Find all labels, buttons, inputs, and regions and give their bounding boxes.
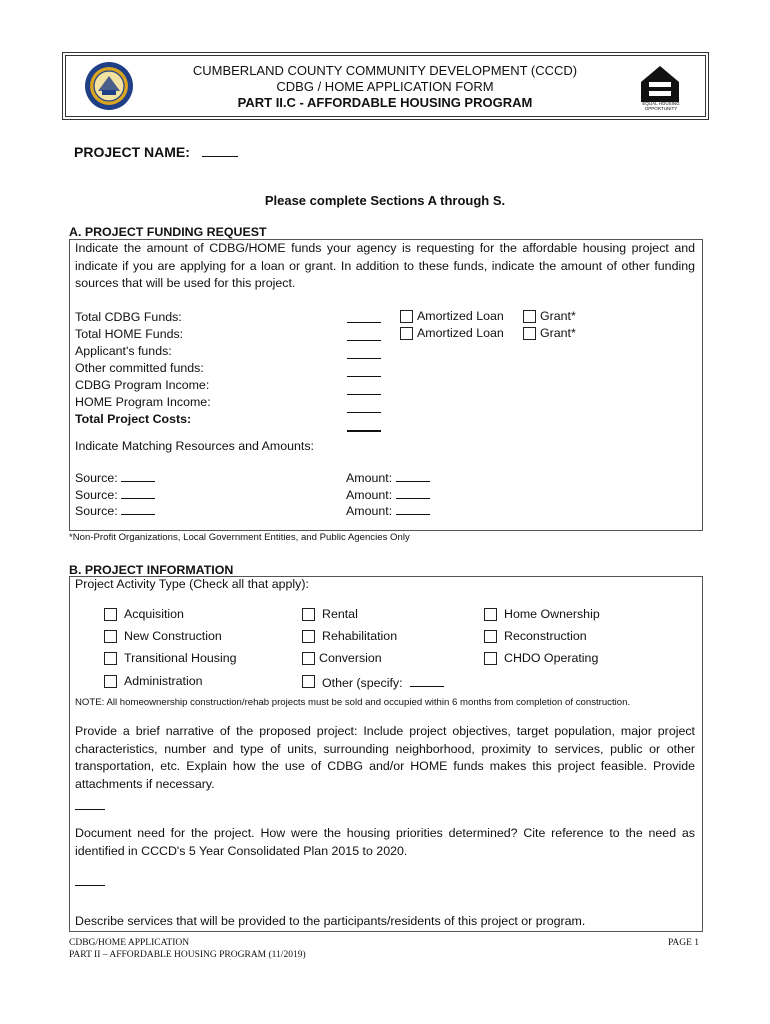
narrative-prompt: Provide a brief narrative of the proposed project: Include project objectives, target population, major project characteristics, number and type of units, surrounding neighborhood, proximity to services, public or other transportation, etc. Explain how the use of CDBG and/or HOME funds makes this project feasible. Provide attachments if necessary. <box>75 724 695 791</box>
rehabilitation-checkbox[interactable] <box>302 630 315 643</box>
other-label: Other (specify: <box>322 676 403 690</box>
home-loan-label: Amortized Loan <box>417 326 504 340</box>
activity-type-label: Project Activity Type (Check all that apply): <box>75 577 309 591</box>
fund-amount-cdbg[interactable] <box>347 309 381 323</box>
fund-amount-applicant[interactable] <box>347 345 381 359</box>
amount-label: Amount: <box>346 471 393 485</box>
project-name-label: PROJECT NAME: <box>74 144 190 160</box>
source-field-1[interactable] <box>121 469 155 482</box>
source-label: Source: <box>75 487 118 502</box>
section-a-intro: Indicate the amount of CDBG/HOME funds your agency is requesting for the affordable housing project and indicate if you are applying for a loan or grant. In addition to these funds, indicate the amount of other funding sources that will be used for this project. <box>75 241 695 290</box>
services-prompt: Describe services that will be provided to the participants/residents of this project or program. <box>75 914 586 928</box>
amount-row-3 <box>346 502 430 519</box>
amount-field-2[interactable] <box>396 486 430 499</box>
fund-amount-total[interactable] <box>347 417 381 432</box>
home-grant-label: Grant* <box>540 326 576 340</box>
amount-row-1 <box>346 469 430 486</box>
narrative-answer-field[interactable] <box>75 797 105 815</box>
need-answer-field[interactable] <box>75 873 105 891</box>
rental-label: Rental <box>322 607 358 621</box>
eho-caption <box>638 101 684 111</box>
project-name-field[interactable] <box>202 144 238 157</box>
source-field-3[interactable] <box>121 502 155 515</box>
home-grant-checkbox[interactable] <box>523 327 536 340</box>
fund-label-total: Total Project Costs: <box>75 412 192 426</box>
matching-label: Indicate Matching Resources and Amounts: <box>75 439 314 453</box>
chdo-operating-checkbox[interactable] <box>484 652 497 665</box>
fund-label-cdbg: Total CDBG Funds: <box>75 310 182 324</box>
eho-caption-line-1: EQUAL HOUSING <box>642 101 680 106</box>
conversion-checkbox[interactable] <box>302 652 315 665</box>
acquisition-label: Acquisition <box>124 607 184 621</box>
home-ownership-checkbox[interactable] <box>484 608 497 621</box>
source-row-3 <box>75 502 155 519</box>
cdbg-grant-checkbox[interactable] <box>523 310 536 323</box>
instructions: Please complete Sections A through S. <box>264 193 506 208</box>
administration-label: Administration <box>124 674 203 688</box>
reconstruction-checkbox[interactable] <box>484 630 497 643</box>
funds-amount-fields <box>347 309 381 432</box>
need-answer-line <box>75 873 105 886</box>
conversion-label: Conversion <box>319 651 382 665</box>
section-b-note: NOTE: All homeownership construction/rehab projects must be sold and occupied within 6 months from completion of construction. <box>75 697 631 708</box>
fund-amount-home-income[interactable] <box>347 399 381 413</box>
other-checkbox[interactable] <box>302 675 315 688</box>
home-ownership-label: Home Ownership <box>504 607 600 621</box>
chdo-operating-label: CHDO Operating <box>504 651 599 665</box>
fund-amount-other[interactable] <box>347 363 381 377</box>
source-row-1 <box>75 469 155 486</box>
amount-field-1[interactable] <box>396 469 430 482</box>
cdbg-loan-checkbox[interactable] <box>400 310 413 323</box>
fund-label-other: Other committed funds: <box>75 361 204 375</box>
other-row <box>322 674 444 690</box>
footer-part-name: PART II – AFFORDABLE HOUSING PROGRAM (11/2019) <box>69 950 306 960</box>
transitional-housing-label: Transitional Housing <box>124 651 237 665</box>
other-specify-field[interactable] <box>410 674 444 687</box>
footer-page-number: PAGE 1 <box>668 938 700 948</box>
cdbg-loan-label: Amortized Loan <box>417 309 504 323</box>
footer-form-name: CDBG/HOME APPLICATION <box>69 938 190 948</box>
eho-caption-line-2: OPPORTUNITY <box>644 106 678 111</box>
amounts-list <box>346 469 430 519</box>
fund-amount-home[interactable] <box>347 327 381 341</box>
fund-amount-cdbg-income[interactable] <box>347 381 381 395</box>
amount-label: Amount: <box>346 504 393 518</box>
narrative-answer-line <box>75 797 105 810</box>
administration-checkbox[interactable] <box>104 675 117 688</box>
amount-label: Amount: <box>346 487 393 502</box>
amount-row-2 <box>346 486 430 503</box>
cdbg-grant-label: Grant* <box>540 309 576 323</box>
fund-label-home: Total HOME Funds: <box>75 327 184 341</box>
section-b-title: B. PROJECT INFORMATION <box>69 563 234 577</box>
project-name-row <box>74 144 238 160</box>
reconstruction-label: Reconstruction <box>504 629 587 643</box>
section-a-title: A. PROJECT FUNDING REQUEST <box>69 225 267 239</box>
amount-field-3[interactable] <box>396 502 430 515</box>
sources-list <box>75 469 155 519</box>
home-loan-checkbox[interactable] <box>400 327 413 340</box>
section-a-footnote: *Non-Profit Organizations, Local Government Entities, and Public Agencies Only <box>69 532 410 543</box>
source-label: Source: <box>75 471 118 485</box>
funds-list <box>75 309 211 428</box>
fund-label-applicant: Applicant's funds: <box>75 344 172 358</box>
header-line-1: CUMBERLAND COUNTY COMMUNITY DEVELOPMENT (CCCD) <box>192 63 578 78</box>
source-label: Source: <box>75 504 118 518</box>
source-row-2 <box>75 486 155 503</box>
header-line-3: PART II.C - AFFORDABLE HOUSING PROGRAM <box>237 95 533 110</box>
fund-label-home-income: HOME Program Income: <box>75 395 211 409</box>
new-construction-checkbox[interactable] <box>104 630 117 643</box>
acquisition-checkbox[interactable] <box>104 608 117 621</box>
transitional-housing-checkbox[interactable] <box>104 652 117 665</box>
rehabilitation-label: Rehabilitation <box>322 629 398 643</box>
fund-label-cdbg-income: CDBG Program Income: <box>75 378 210 392</box>
need-prompt: Document need for the project. How were the housing priorities determined? Cite reference to the need as identified in CCCD's 5 Year Consolidated Plan 2015 to 2020. <box>75 826 695 858</box>
new-construction-label: New Construction <box>124 629 222 643</box>
header-line-2: CDBG / HOME APPLICATION FORM <box>276 79 494 94</box>
source-field-2[interactable] <box>121 486 155 499</box>
rental-checkbox[interactable] <box>302 608 315 621</box>
